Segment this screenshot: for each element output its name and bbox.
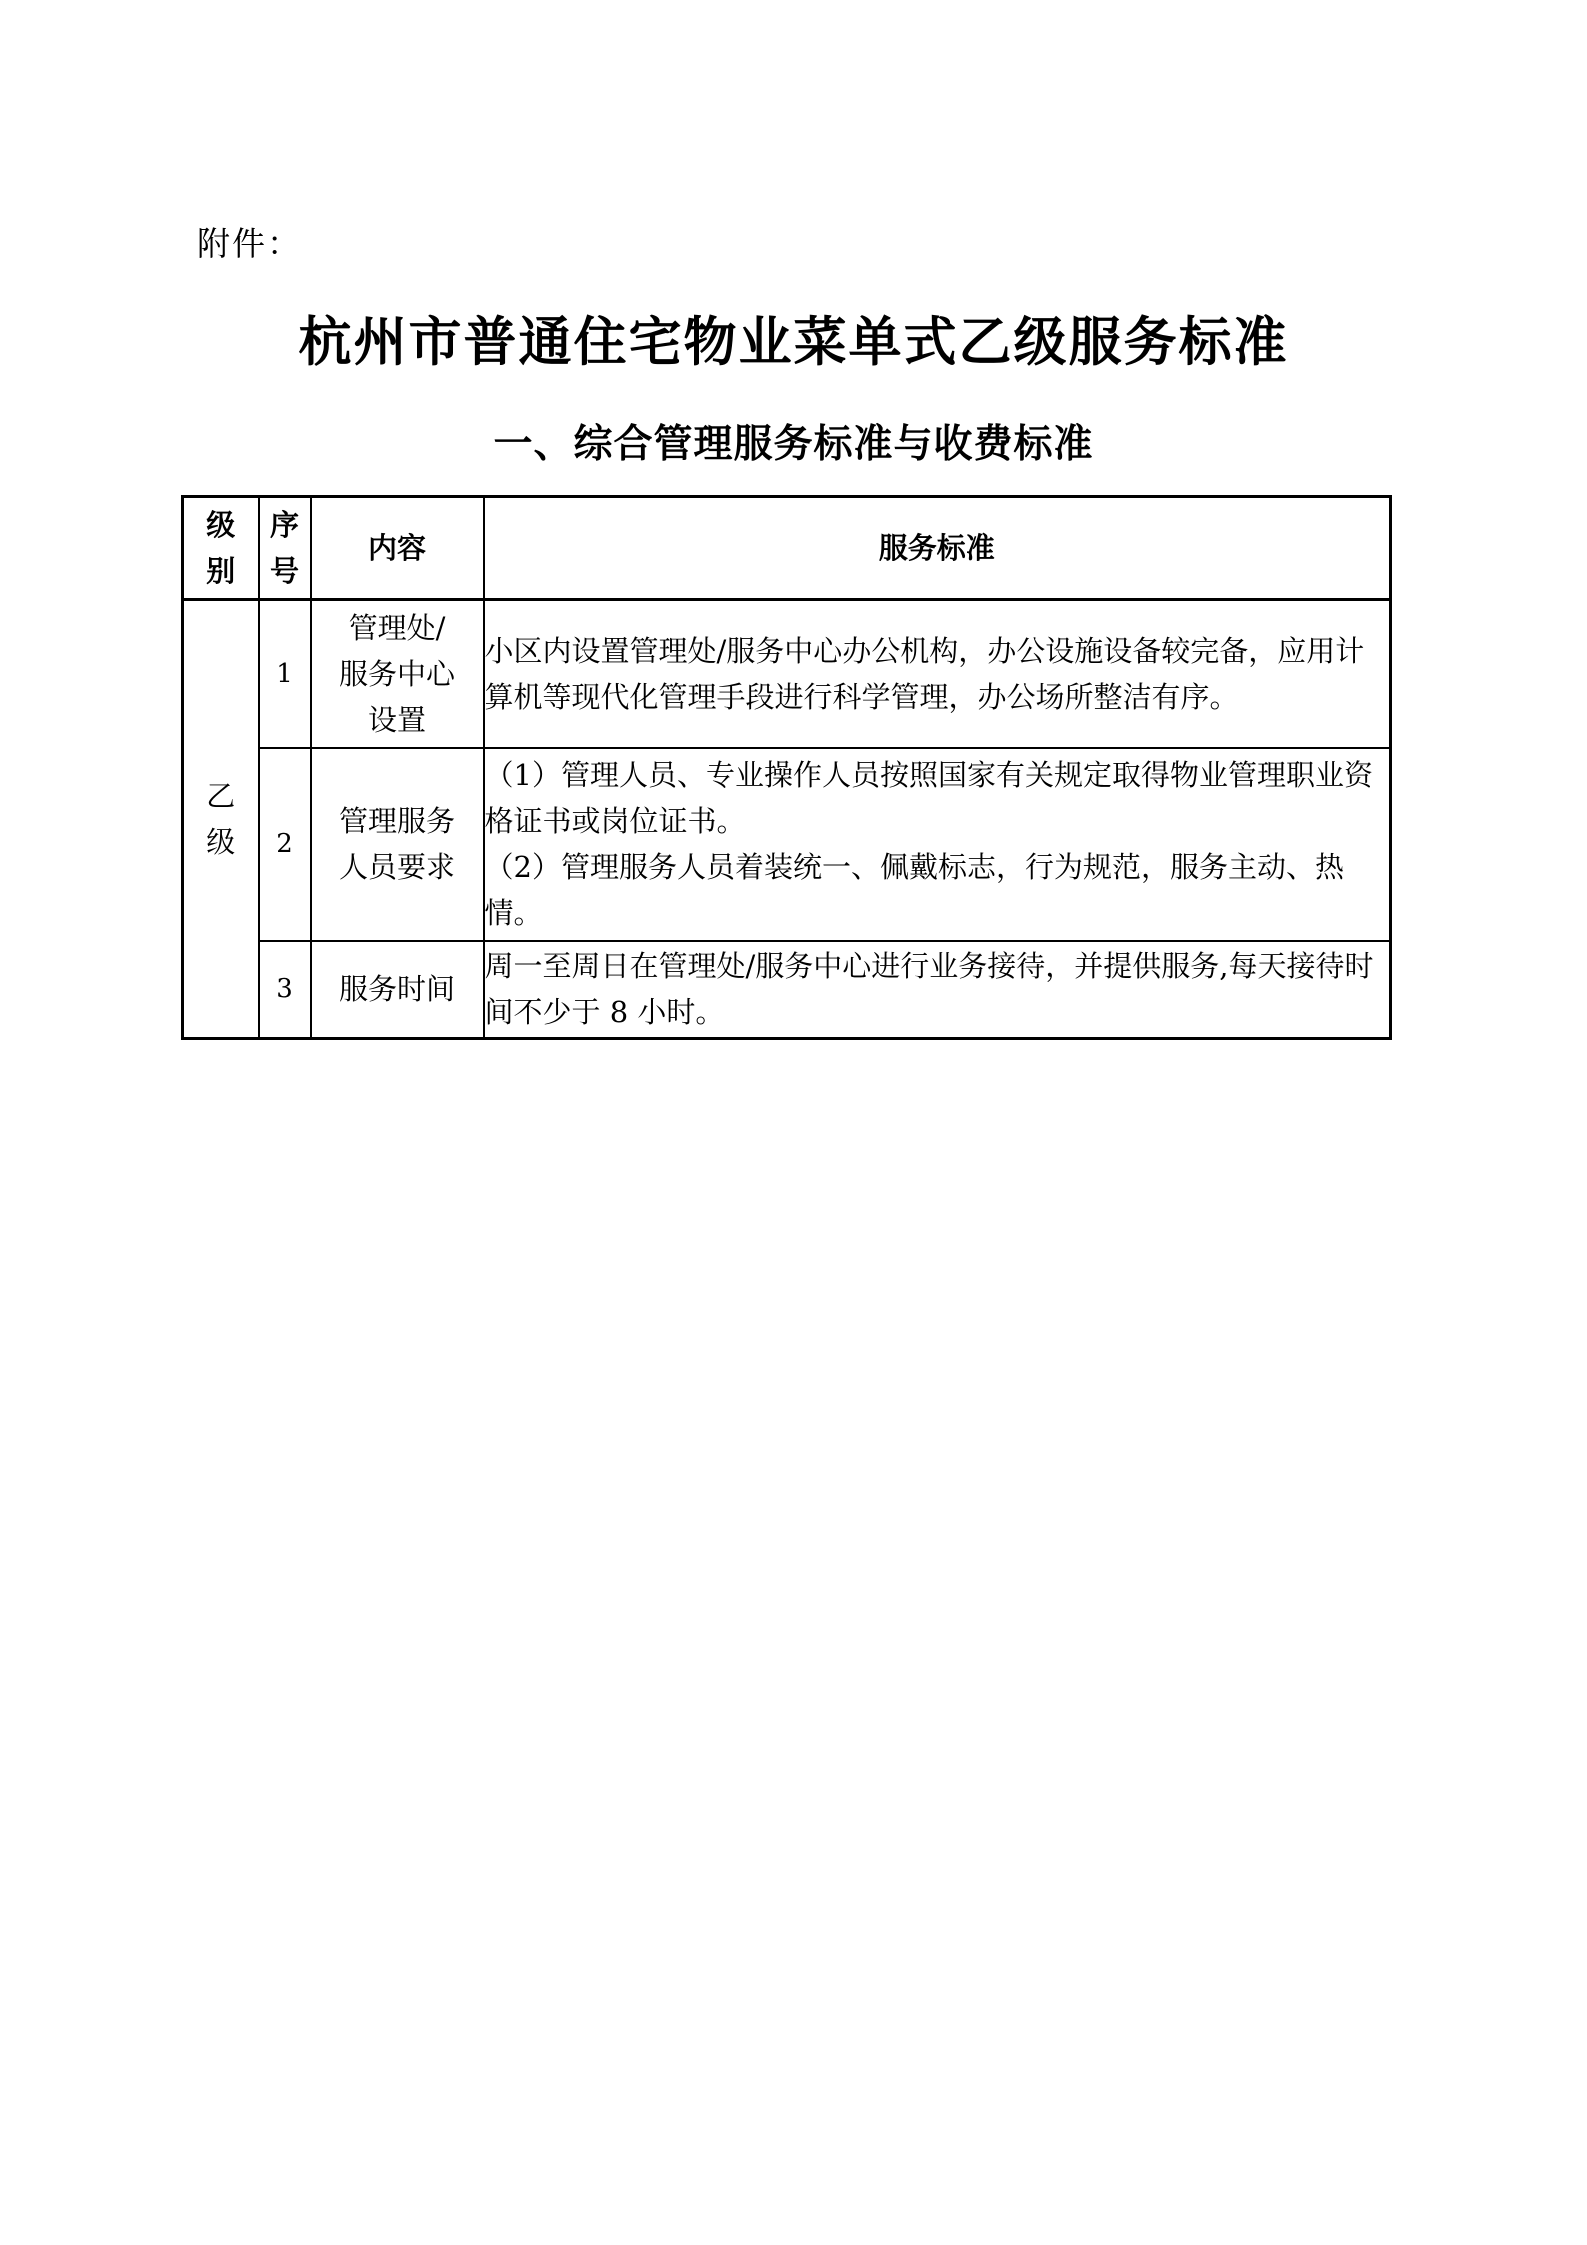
header-level-char: 别 bbox=[206, 554, 236, 588]
row-number: 3 bbox=[259, 941, 311, 1039]
section-title: 一、综合管理服务标准与收费标准 bbox=[493, 422, 1094, 467]
row-number: 1 bbox=[259, 600, 311, 748]
standard-text: （1）管理人员、专业操作人员按照国家有关规定取得物业管理职业资格证书或岗位证书。 bbox=[484, 758, 1373, 838]
level-cell bbox=[183, 600, 259, 1039]
content-line: 人员要求 bbox=[338, 850, 455, 884]
row-content bbox=[311, 600, 484, 748]
level-char: 级 bbox=[206, 825, 236, 859]
content-line: 设置 bbox=[367, 702, 426, 737]
header-standard: 服务标准 bbox=[484, 497, 1391, 600]
content-line: 管理服务 bbox=[338, 804, 455, 838]
header-no bbox=[259, 497, 311, 600]
attachment-label: 附件： bbox=[197, 224, 302, 263]
row-content bbox=[311, 941, 484, 1039]
row-standard bbox=[484, 941, 1391, 1039]
content-line: 服务中心 bbox=[338, 656, 455, 691]
table-header-row bbox=[183, 497, 1391, 600]
document-title: 杭州市普通住宅物业菜单式乙级服务标准 bbox=[298, 312, 1289, 373]
header-content: 内容 bbox=[311, 497, 484, 600]
content-line: 管理处/ bbox=[348, 610, 446, 645]
header-level bbox=[183, 497, 259, 600]
standard-text: 周一至周日在管理处/服务中心进行业务接待，并提供服务,每天接待时间不少于 8 小时。 bbox=[484, 949, 1374, 1030]
standard-text: （2）管理服务人员着装统一、佩戴标志，行为规范，服务主动、热情。 bbox=[484, 850, 1344, 930]
header-no-char: 序 bbox=[269, 508, 299, 542]
row-number: 2 bbox=[259, 748, 311, 941]
table-row bbox=[183, 941, 1391, 1039]
content-line: 服务时间 bbox=[338, 972, 455, 1007]
row-content bbox=[311, 748, 484, 941]
table-row bbox=[183, 748, 1391, 941]
header-level-char: 级 bbox=[206, 508, 236, 542]
table-row bbox=[183, 600, 1391, 748]
row-standard bbox=[484, 748, 1391, 941]
header-no-char: 号 bbox=[269, 554, 299, 588]
standard-text: 小区内设置管理处/服务中心办公机构，办公设施设备较完备，应用计算机等现代化管理手段进行科学管理，办公场所整洁有序。 bbox=[484, 633, 1365, 714]
level-char: 乙 bbox=[206, 779, 236, 813]
service-standard-table bbox=[181, 495, 1392, 1040]
row-standard bbox=[484, 600, 1391, 748]
